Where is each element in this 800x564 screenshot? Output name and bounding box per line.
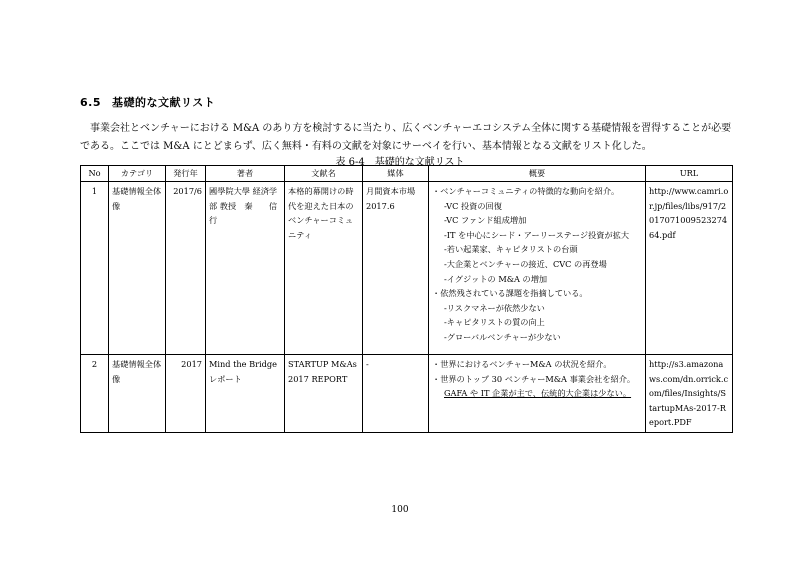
row-year: 2017 [166,355,206,433]
row-author: 國學院大學 経済学部 教授 秦 信行 [206,182,285,355]
summary-item: -IT を中心にシード・アーリーステージ投資が拡大 [444,229,630,240]
row-title: STARTUP M&As 2017 REPORT [285,355,363,433]
row-url: http://www.camri.or.jp/files/libs/917/201707100952327464.pdf [646,182,733,355]
summary-item: GAFA や IT 企業が主で、伝統的大企業は少ない。 [444,388,632,399]
header-year: 発行年 [166,166,206,182]
intro-text: 事業会社とベンチャーにおける M&A のあり方を検討するに当たり、広くベンチャーエコシステム全体に関する基礎情報を習得することが必要である。ここでは M&A にとどまらず、広く無料・有料の文献を対象にサーベイを行い、基本情報となる文献をリスト化した。 [80,123,732,152]
row-no: 1 [81,182,109,355]
intro-paragraph [80,120,732,156]
summary-item: -若い起業家、キャピタリストの台頭 [444,244,578,255]
summary-item: ・世界のトップ 30 ベンチャーM&A 事業会社を紹介。 [432,373,636,384]
summary-item: ・世界におけるベンチャーM&A の状況を紹介。 [432,359,612,369]
header-no: No [81,166,109,182]
header-category: カテゴリ [109,166,166,182]
header-author: 著者 [206,166,285,182]
summary-item: -キャピタリストの質の向上 [444,317,545,328]
table-header-row [81,166,733,182]
summary-list [432,357,642,401]
row-media: 月間資本市場2017.6 [363,182,429,355]
row-category: 基礎情報全体像 [109,355,166,433]
header-url: URL [646,166,733,182]
row-url: http://s3.amazonaws.com/dn.orrick.com/files/Insights/StartupMAs-2017-Report.PDF [646,355,733,433]
row-year: 2017/6 [166,182,206,355]
summary-item: -リスクマネーが依然少ない [444,302,545,313]
table-row [81,355,733,433]
summary-item: -グローバルベンチャーが少ない [444,331,561,342]
summary-item: -VC ファンド組成増加 [444,215,527,226]
section-title: 基礎的な文献リスト [112,96,216,109]
literature-table [80,165,733,433]
summary-item: ・ベンチャーコミュニティの特徴的な動向を紹介。 [432,186,620,196]
row-title: 本格的幕開けの時代を迎えた日本のベンチャーコミュニティ [285,182,363,355]
summary-item: -イグジットの M&A の増加 [444,273,548,284]
row-category: 基礎情報全体像 [109,182,166,355]
table-row [81,182,733,355]
page-number: 100 [391,505,409,515]
row-no: 2 [81,355,109,433]
section-number: 6.5 [80,96,101,109]
row-media: - [363,355,429,433]
section-heading [80,94,215,110]
summary-item: ・依然残されている課題を指摘している。 [432,288,588,299]
row-author: Mind the Bridge レポート [206,355,285,433]
table-caption: 表 6-4 基礎的な文献リスト [335,157,465,168]
header-title: 文献名 [285,166,363,182]
summary-item: -VC 投資の回復 [444,200,502,211]
summary-list [432,184,642,345]
row-summary [429,182,646,355]
row-summary [429,355,646,433]
header-media: 媒体 [363,166,429,182]
summary-item: -大企業とベンチャーの接近、CVC の再登場 [444,258,607,269]
header-summary: 概要 [429,166,646,182]
